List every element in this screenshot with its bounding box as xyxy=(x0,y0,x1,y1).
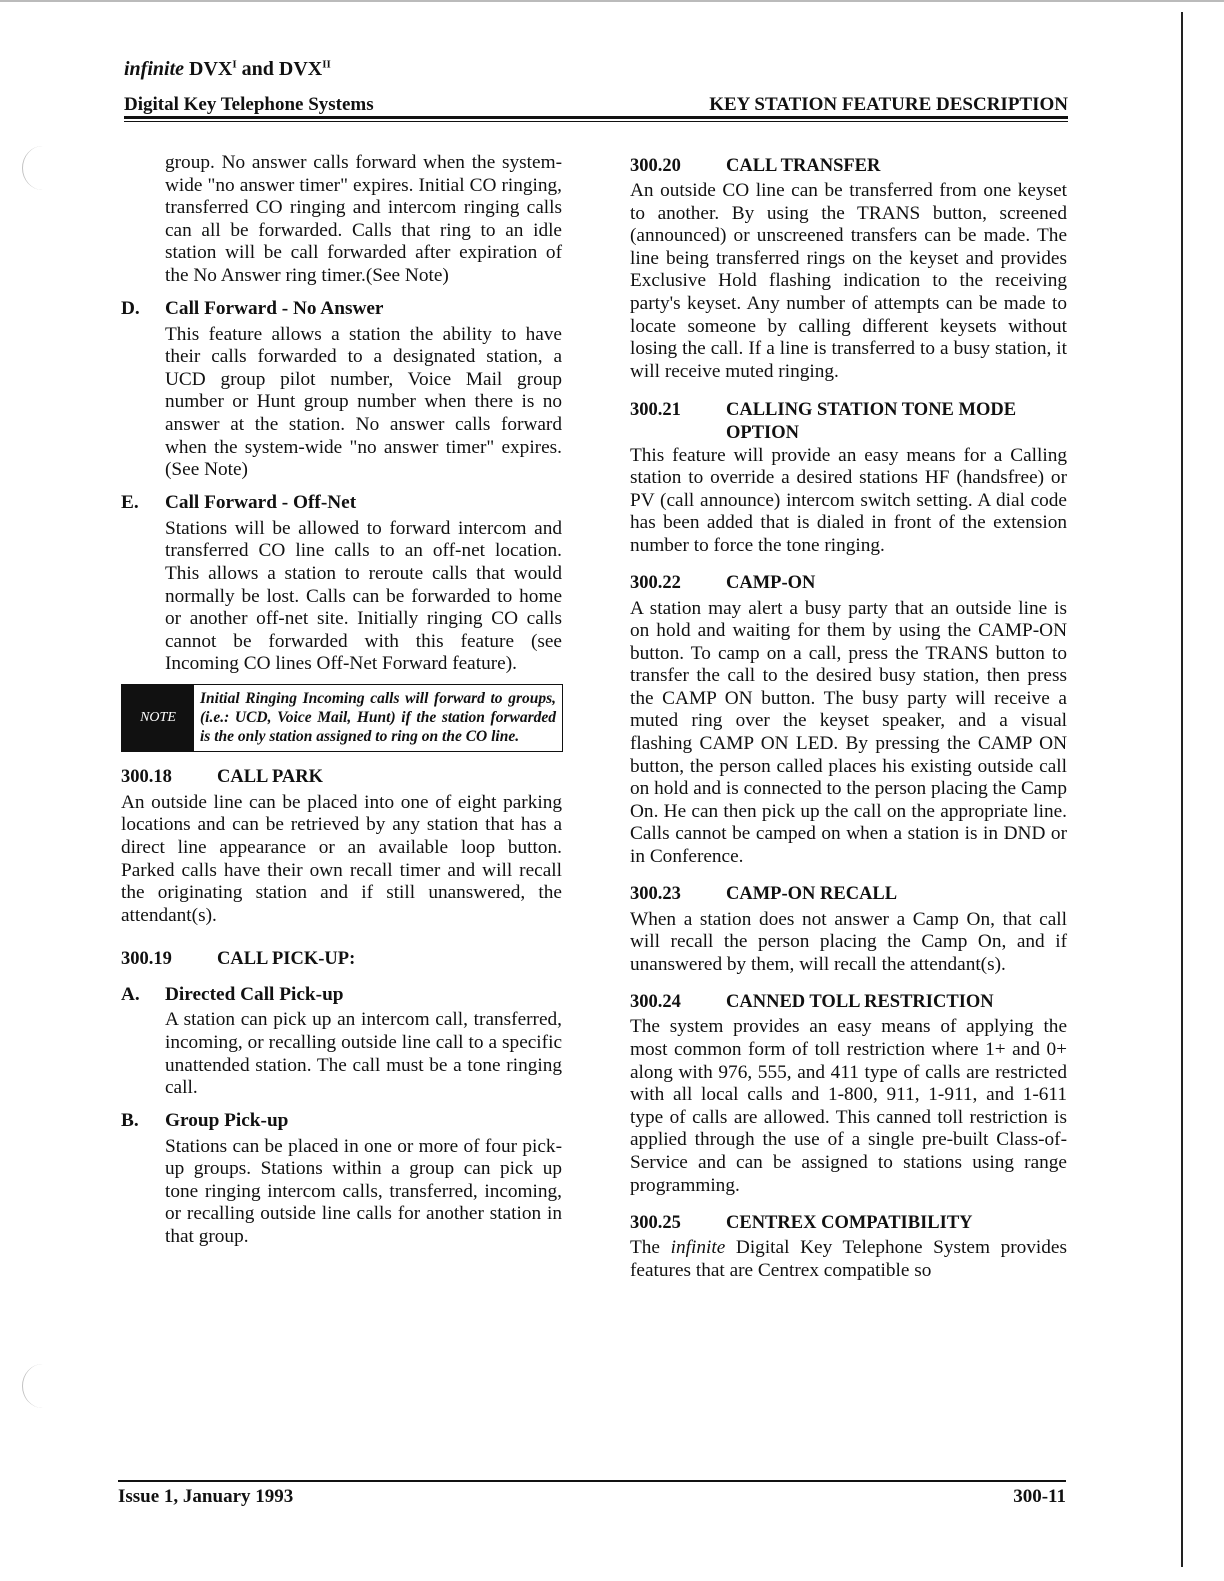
section-title: CALL PICK-UP: xyxy=(217,949,356,970)
section-number: 300.24 xyxy=(630,992,681,1013)
section-number: 300.22 xyxy=(630,573,681,594)
subheading-title: Call Forward - No Answer xyxy=(165,298,384,320)
note-box xyxy=(121,684,563,752)
footer-page-number: 300-11 xyxy=(1013,1486,1066,1507)
paragraph-300-24: The system provides an easy means of applying the most common form of toll restriction where 1+ and 0+ along with 976, 555, and 411 type of calls are restricted with all local calls and 1-800, 911, 1-911, and 1-611 type of calls are allowed. This canned toll restriction is applied through the use of a single pre-built Class-of-Service and can be assigned to stations using range programming. xyxy=(630,1016,1067,1196)
page-right-edge xyxy=(1181,12,1183,1567)
footer-issue: Issue 1, January 1993 xyxy=(118,1486,294,1507)
punch-hole-bottom xyxy=(22,1364,63,1408)
section-title: CANNED TOLL RESTRICTION xyxy=(726,992,994,1013)
subheading-letter: A. xyxy=(121,984,140,1006)
section-title: CALL TRANSFER xyxy=(726,155,881,176)
paragraph-d: This feature allows a station the ability to have their calls forwarded to a designated station, a UCD group pilot number, Voice Mail group number or Hunt group number when there is no answer at the station. No answer calls forward when the system-wide "no answer timer" expires. (See Note) xyxy=(165,323,562,481)
section-number: 300.20 xyxy=(630,155,681,176)
header-sup-a: I xyxy=(232,58,237,71)
note-label: NOTE xyxy=(122,685,194,751)
subheading-title: Call Forward - Off-Net xyxy=(165,492,357,514)
section-title: CAMP-ON xyxy=(726,573,816,594)
subheading-title: Directed Call Pick-up xyxy=(165,984,344,1006)
subheading-title: Group Pick-up xyxy=(165,1110,289,1132)
header-model-a: DVX xyxy=(189,58,233,80)
paragraph-lead: The xyxy=(630,1237,660,1259)
paragraph-300-20: An outside CO line can be transferred from one keyset to another. By using the TRANS button, screened (announced) or unscreened transfers can be made. The line being transferred rings on the keyset and provides Exclusive Hold flashing indication to the receiving party's keyset. Any number of attempts can be made to locate someone by calling different keysets without losing the call. If a line is transferred to a busy station, it will receive muted ringing. xyxy=(630,180,1067,382)
section-number: 300.18 xyxy=(121,767,172,788)
page-header xyxy=(124,58,1068,116)
subheading-letter: B. xyxy=(121,1110,139,1132)
page-top-edge xyxy=(0,0,1224,2)
section-number: 300.21 xyxy=(630,400,681,421)
brand-name: infinite xyxy=(670,1237,726,1259)
header-model-b: and DVX xyxy=(241,58,323,80)
header-brand: infinite xyxy=(124,58,185,80)
section-title: CALLING STATION TONE MODE OPTION xyxy=(726,400,1017,443)
right-column xyxy=(630,152,1067,1282)
page-footer xyxy=(118,1480,1066,1508)
section-number: 300.19 xyxy=(121,949,172,970)
paragraph-a: A station can pick up an intercom call, transferred, incoming, or recalling outside line call to a specific unattended station. The call must be a tone ringing call. xyxy=(165,1009,562,1099)
section-title: CALL PARK xyxy=(217,767,324,788)
section-number: 300.23 xyxy=(630,884,681,905)
section-heading-300-21 xyxy=(630,399,1067,444)
section-number: 300.25 xyxy=(630,1212,681,1233)
paragraph-b: Stations can be placed in one or more of four pick-up groups. Stations within a group can pick up tone ringing intercom calls, transferred, incoming, or recalling outside line calls for another station in that group. xyxy=(165,1135,562,1248)
punch-hole-top xyxy=(22,146,63,190)
intro-paragraph: group. No answer calls forward when the system-wide "no answer timer" expires. Initial CO ringing, transferred CO ringing and intercom ringing calls can all be forwarded. Calls that ring to an idle station will be call forwarded after expiration of the No Answer ring timer.(See Note) xyxy=(165,152,562,286)
section-heading-300-19 xyxy=(121,945,562,973)
section-heading-300-24 xyxy=(630,988,1067,1016)
subheading-b xyxy=(121,1108,562,1136)
header-sup-b: II xyxy=(322,58,331,71)
subheading-a xyxy=(121,981,562,1009)
header-rule xyxy=(124,116,1068,119)
paragraph-e: Stations will be allowed to forward intercom and transferred CO line calls to an off-net location. This allows a station to reroute calls that would normally be lost. Calls can be forwarded to home or another off-net site. Initially ringing CO calls cannot be forwarded with this feature (see Incoming CO lines Off-Net Forward feature). xyxy=(165,517,562,675)
header-subtitle: Digital Key Telephone Systems xyxy=(124,94,374,115)
paragraph-300-18: An outside line can be placed into one of eight parking locations and can be retrieved by any station that has a direct line appearance or an available loop button. Parked calls have their own recall timer and will recall the originating station and if still unanswered, the attendant(s). xyxy=(121,791,562,926)
paragraph-300-21: This feature will provide an easy means for a Calling station to override a desired stations HF (handsfree) or PV (call announce) intercom switch setting. A dial code has been added that is dialed in front of the extension number to force the tone ringing. xyxy=(630,444,1067,556)
note-text: Initial Ringing Incoming calls will forward to groups, (i.e.: UCD, Voice Mail, Hunt) if the station forwarded is the only station assigned to ring on the CO line. xyxy=(200,689,556,746)
section-heading-300-20 xyxy=(630,152,1067,180)
paragraph-body: Digital Key Telephone System provides features that are Centrex compatible so xyxy=(630,1237,1067,1281)
section-heading-300-25 xyxy=(630,1209,1067,1237)
section-title: CENTREX COMPATIBILITY xyxy=(726,1212,973,1233)
subheading-e xyxy=(121,490,562,518)
paragraph-300-22: A station may alert a busy party that an outside line is on hold and waiting for them by using the CAMP-ON button. To camp on a call, press the TRANS button to transfer the call to the desired busy station, then press the CAMP ON button. The busy party will receive a muted ring over the keyset speaker, and a visual flashing CAMP ON LED. By pressing the CAMP ON button, the person called places his existing outside call on hold and is connected to the person placing the Camp On. He can then pick up the call on the appropriate line. Calls cannot be camped on when a station is in DND or in Conference. xyxy=(630,597,1067,868)
paragraph-300-23: When a station does not answer a Camp On, that call will recall the person placing the Camp On, and if unanswered by them, will recall the attendant(s). xyxy=(630,908,1067,975)
section-title: CAMP-ON RECALL xyxy=(726,884,898,905)
header-rule-thin xyxy=(124,121,1068,122)
section-heading-300-23 xyxy=(630,881,1067,909)
subheading-letter: E. xyxy=(121,492,139,514)
section-heading-300-22 xyxy=(630,570,1067,598)
subheading-d xyxy=(121,296,562,324)
subheading-letter: D. xyxy=(121,298,140,320)
left-column xyxy=(121,152,562,1249)
header-product xyxy=(124,58,1068,86)
section-heading-300-18 xyxy=(121,764,562,792)
paragraph-300-25 xyxy=(630,1237,1067,1282)
header-section-title: KEY STATION FEATURE DESCRIPTION xyxy=(709,94,1068,115)
